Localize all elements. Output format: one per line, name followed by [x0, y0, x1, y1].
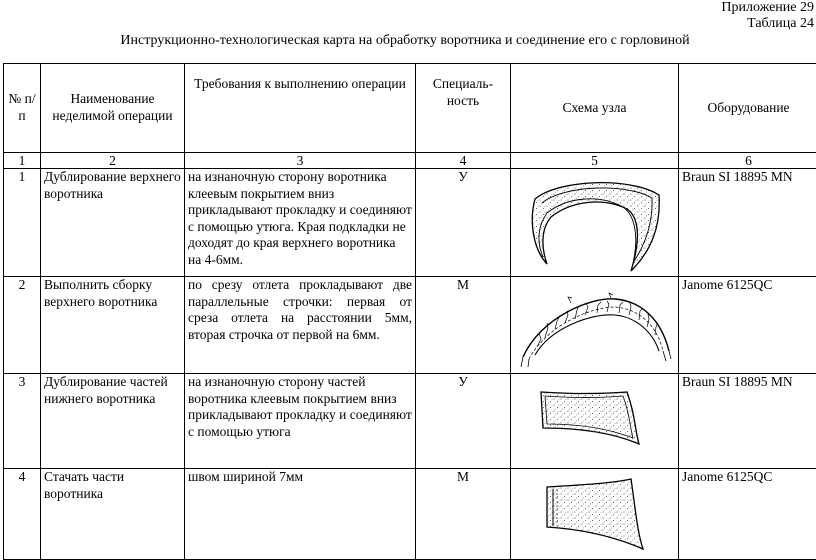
- collar-crescent-icon: [511, 169, 679, 276]
- col-header-specialty: Специаль-ность: [416, 64, 511, 153]
- operation-name: Выполнить сборку верхнего воротника: [41, 277, 185, 374]
- collar-part-icon: [511, 374, 679, 468]
- scheme-cell: [511, 277, 679, 374]
- table-label: Таблица 24: [721, 16, 814, 32]
- col-number: 1: [4, 153, 41, 169]
- specialty: У: [416, 374, 511, 469]
- scheme-cell: [511, 374, 679, 469]
- operation-name: Дублирование частей нижнего воротника: [41, 374, 185, 469]
- col-header-equipment: Оборудование: [679, 64, 816, 153]
- scheme-cell: [511, 469, 679, 560]
- col-header-num: № п/п: [4, 64, 41, 153]
- col-number: 4: [416, 153, 511, 169]
- row-number: 4: [4, 469, 41, 560]
- column-number-row: [4, 153, 816, 169]
- row-number: 3: [4, 374, 41, 469]
- row-number: 1: [4, 169, 41, 277]
- equipment: Janome 6125QC: [679, 469, 816, 560]
- appendix-label: Приложение 29: [721, 0, 814, 16]
- equipment: Braun SI 18895 MN: [679, 374, 816, 469]
- equipment: Braun SI 18895 MN: [679, 169, 816, 277]
- operation-requirements: на изнаночную сторону частей воротника клеевым покрытием вниз прикладывают прокладку и соединяют с помощью утюга: [185, 374, 416, 469]
- gathered-collar-icon: [511, 277, 679, 373]
- equipment: Janome 6125QC: [679, 277, 816, 374]
- table-row: [4, 374, 816, 469]
- header-row: [4, 64, 816, 153]
- page-title-text: Инструкционно-технологическая карта на обработку воротника и соединение его с горловиной: [120, 33, 689, 48]
- row-number: 2: [4, 277, 41, 374]
- operation-requirements: по срезу отлета прокладывают две параллельные строчки: первая от среза отлета на расстоянии 5мм, вторая строчка от первой на 6мм.: [185, 277, 416, 374]
- table-row: [4, 469, 816, 560]
- specialty: У: [416, 169, 511, 277]
- appendix-header: [721, 0, 814, 32]
- page-title: [0, 33, 816, 49]
- table-row: [4, 169, 816, 277]
- collar-parts-joined-icon: [511, 469, 679, 559]
- table-row: [4, 277, 816, 374]
- scheme-cell: [511, 169, 679, 277]
- col-number: 3: [185, 153, 416, 169]
- col-number: 5: [511, 153, 679, 169]
- specialty: М: [416, 469, 511, 560]
- col-header-operation: Наименование неделимой операции: [41, 64, 185, 153]
- operation-name: Дублирование верхнего воротника: [41, 169, 185, 277]
- operation-name: Стачать части воротника: [41, 469, 185, 560]
- col-header-scheme: Схема узла: [511, 64, 679, 153]
- col-header-requirements: Требования к выполнению операции: [185, 64, 416, 153]
- specialty: М: [416, 277, 511, 374]
- operation-requirements: на изнаночную сторону воротника клеевым покрытием вниз прикладывают прокладку и соединяют с помощью утюга. Края подкладки не доходят до края верхнего воротника на 4-6мм.: [185, 169, 416, 277]
- tech-card-table: [3, 63, 816, 560]
- col-number: 2: [41, 153, 185, 169]
- operation-requirements: швом шириной 7мм: [185, 469, 416, 560]
- col-number: 6: [679, 153, 816, 169]
